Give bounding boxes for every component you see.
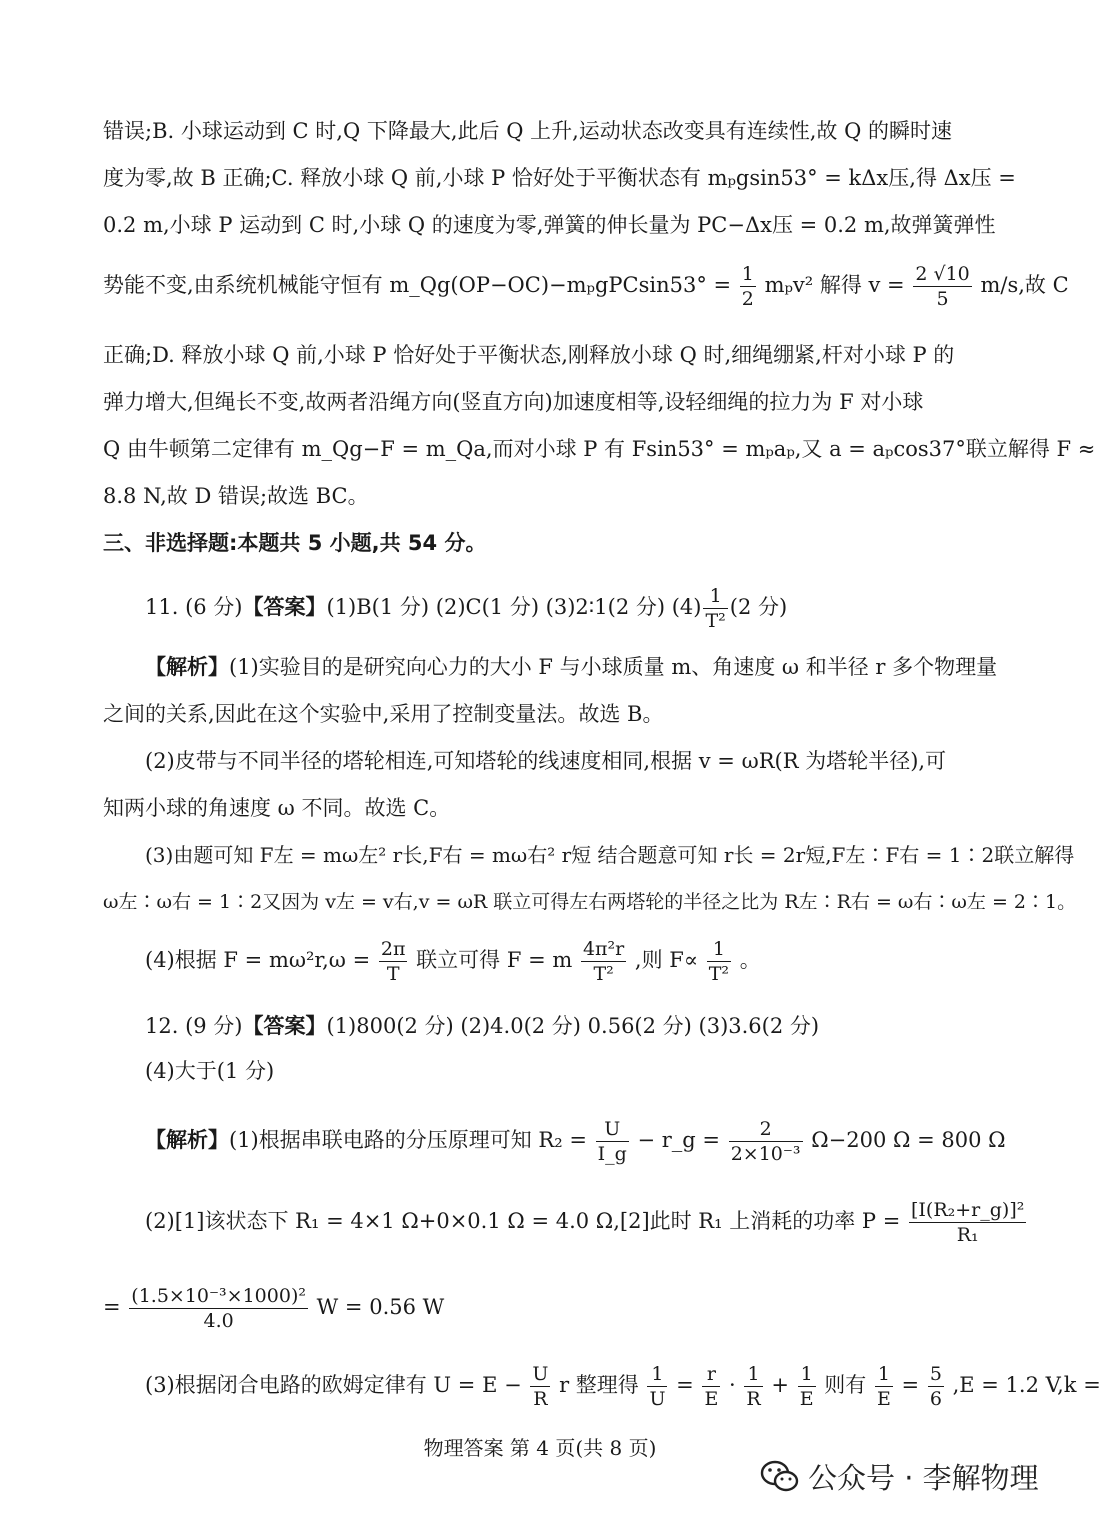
text-run: + — [771, 1373, 790, 1397]
text-line — [103, 262, 1069, 311]
fraction — [596, 1117, 629, 1166]
text-line: (2)皮带与不同半径的塔轮相连,可知塔轮的线速度相同,根据 v = ωR(R 为塔轮半径),可 — [145, 749, 947, 773]
fraction-num: 4π²r — [582, 938, 625, 960]
fraction — [129, 1284, 308, 1333]
text-line: ω左∶ω右 = 1∶2又因为 v左 = v右,v = ωR 联立可得左右两塔轮的半径之比为 R左∶R右 = ω右∶ω左 = 2∶1。 — [103, 891, 1077, 913]
fraction — [875, 1362, 893, 1411]
fraction-den: T² — [593, 963, 614, 985]
text-run: ,E = 1.2 V,k = — [952, 1373, 1101, 1397]
fraction-den: R — [533, 1388, 548, 1410]
fraction — [703, 584, 727, 633]
text-line: Q 由牛顿第二定律有 m_Qg−F = m_Qa,而对小球 P 有 Fsin53° = mₚaₚ,又 a = aₚcos37°联立解得 F ≈ — [103, 437, 1096, 461]
text-line: 8.8 N,故 D 错误;故选 BC。 — [103, 484, 369, 508]
text-run: m/s,故 C — [980, 273, 1069, 297]
fraction — [744, 1362, 762, 1411]
fraction-num: 1 — [741, 263, 754, 285]
text-run: (4)根据 F = mω²r,ω = — [145, 948, 371, 972]
text-run: 则有 — [824, 1373, 867, 1397]
text-line: 弹力增大,但绳长不变,故两者沿绳方向(竖直方向)加速度相等,设轻细绳的拉力为 F 对小球 — [103, 390, 924, 414]
text-run: = — [676, 1373, 694, 1397]
q11-answer — [145, 584, 980, 633]
text-run: 联立可得 F = m — [416, 948, 573, 972]
text-line: 度为零,故 B 正确;C. 释放小球 Q 前,小球 P 恰好处于平衡状态有 mₚgsin53° = kΔx压,得 Δx压 = — [103, 166, 1016, 190]
fraction — [702, 1362, 720, 1411]
text-line — [145, 652, 998, 682]
fraction — [581, 937, 626, 986]
watermark-text: 公众号 · 李解物理 — [808, 1461, 1039, 1495]
answer-text: (1)800(2 分) (2)4.0(2 分) 0.56(2 分) (3)3.6(2 分) — [326, 1014, 820, 1038]
analysis-tag: 【解析】 — [145, 655, 229, 679]
text-run: (1)实验目的是研究向心力的大小 F 与小球质量 m、角速度 ω 和半径 r 多个物理量 — [229, 655, 998, 679]
text-run: 。 — [739, 948, 761, 972]
fraction — [928, 1362, 944, 1411]
fraction — [909, 1198, 1026, 1247]
analysis-tag: 【解析】 — [145, 1128, 229, 1152]
fraction — [379, 937, 408, 986]
q12-answer — [145, 1011, 980, 1041]
text-run: ,则 F∝ — [634, 948, 699, 972]
text-line — [145, 1362, 1101, 1411]
fraction-num: 1 — [647, 1362, 667, 1387]
fraction-den: 4.0 — [203, 1310, 234, 1332]
fraction — [530, 1362, 550, 1411]
fraction-num: r — [702, 1362, 720, 1387]
fraction-num: 2π — [380, 938, 406, 960]
fraction-num: U — [532, 1363, 549, 1385]
answer-tag: 【答案】 — [242, 1014, 327, 1038]
fraction — [647, 1362, 667, 1411]
watermark — [760, 1456, 1039, 1497]
text-run: 势能不变,由系统机械能守恒有 m_Qg(OP−OC)−mₚgPCsin53° = — [103, 273, 732, 297]
fraction — [740, 262, 756, 311]
text-run: = — [103, 1295, 121, 1319]
text-line: 0.2 m,小球 P 运动到 C 时,小球 Q 的速度为零,弹簧的伸长量为 PC−Δx压 = 0.2 m,故弹簧弹性 — [103, 213, 996, 237]
text-run: (1)根据串联电路的分压原理可知 R₂ = — [229, 1128, 587, 1152]
fraction-num: 1 — [875, 1362, 893, 1387]
fraction-num: 1 — [744, 1362, 762, 1387]
text-run: (2)[1]该状态下 R₁ = 4×1 Ω+0×0.1 Ω = 4.0 Ω,[2]此时 R₁ 上消耗的功率 P = — [145, 1209, 901, 1233]
fraction-num: 1 — [707, 937, 731, 962]
fraction-den: U — [649, 1388, 666, 1410]
page-footer: 物理答案 第 4 页(共 8 页) — [423, 1436, 657, 1460]
fraction — [913, 262, 971, 311]
fraction — [707, 937, 731, 986]
section-heading: 三、非选择题:本题共 5 小题,共 54 分。 — [103, 531, 487, 555]
fraction-num: (1.5×10⁻³×1000)² — [131, 1285, 306, 1307]
fraction-num: [I(R₂+r_g)]² — [910, 1199, 1025, 1221]
text-run: W = 0.56 W — [316, 1295, 445, 1319]
fraction-den: T² — [705, 610, 726, 632]
fraction-den: 6 — [929, 1388, 942, 1410]
text-run: − r_g = — [637, 1128, 720, 1152]
fraction-num: 2 √10 — [915, 263, 970, 285]
text-run: (3)根据闭合电路的欧姆定律有 U = E − — [145, 1373, 522, 1397]
wechat-icon — [760, 1460, 800, 1494]
text-run: mₚv² 解得 v = — [764, 273, 905, 297]
fraction-num: 1 — [798, 1362, 816, 1387]
text-line — [145, 937, 980, 986]
text-run: · — [729, 1373, 736, 1397]
text-line: 之间的关系,因此在这个实验中,采用了控制变量法。故选 B。 — [103, 702, 664, 726]
fraction-den: I_g — [597, 1143, 627, 1165]
fraction-den: T — [386, 963, 400, 985]
text-run: Ω−200 Ω = 800 Ω — [811, 1128, 1006, 1152]
text-line — [145, 1117, 1006, 1166]
fraction-num: 5 — [929, 1363, 942, 1385]
fraction-num: 1 — [703, 584, 727, 609]
text-line: 正确;D. 释放小球 Q 前,小球 P 恰好处于平衡状态,刚释放小球 Q 时,细绳绷紧,杆对小球 P 的 — [103, 343, 955, 367]
answer-text: (1)B(1 分) (2)C(1 分) (3)2∶1(2 分) (4) — [326, 595, 702, 619]
fraction — [798, 1362, 816, 1411]
text-line — [145, 1198, 1025, 1247]
fraction-den: R — [746, 1388, 761, 1410]
fraction-num: U — [596, 1117, 629, 1142]
fraction-den: 2 — [741, 288, 754, 310]
answer-text: (2 分) — [729, 595, 788, 619]
text-run: = — [901, 1373, 920, 1397]
fraction-den: E — [799, 1388, 814, 1410]
fraction-num: 2 — [729, 1117, 803, 1142]
text-line: 错误;B. 小球运动到 C 时,Q 下降最大,此后 Q 上升,运动状态改变具有连续性,故 Q 的瞬时速 — [103, 119, 952, 143]
fraction-den: 5 — [936, 288, 949, 310]
fraction — [729, 1117, 803, 1166]
fraction-den: E — [876, 1388, 891, 1410]
fraction-den: E — [704, 1388, 719, 1410]
fraction-den: R₁ — [956, 1224, 979, 1246]
text-line — [103, 1284, 980, 1333]
text-line: 知两小球的角速度 ω 不同。故选 C。 — [103, 796, 451, 820]
question-number: 12. (9 分) — [145, 1014, 243, 1038]
text-line: (4)大于(1 分) — [145, 1059, 275, 1083]
fraction-den: 2×10⁻³ — [730, 1143, 801, 1165]
question-number: 11. (6 分) — [145, 595, 243, 619]
text-run: r 整理得 — [559, 1373, 639, 1397]
fraction-den: T² — [708, 963, 730, 985]
answer-tag: 【答案】 — [242, 595, 327, 619]
text-line: (3)由题可知 F左 = mω左² r长,F右 = mω右² r短 结合题意可知 r长 = 2r短,F左∶F右 = 1∶2联立解得 — [145, 843, 1075, 867]
